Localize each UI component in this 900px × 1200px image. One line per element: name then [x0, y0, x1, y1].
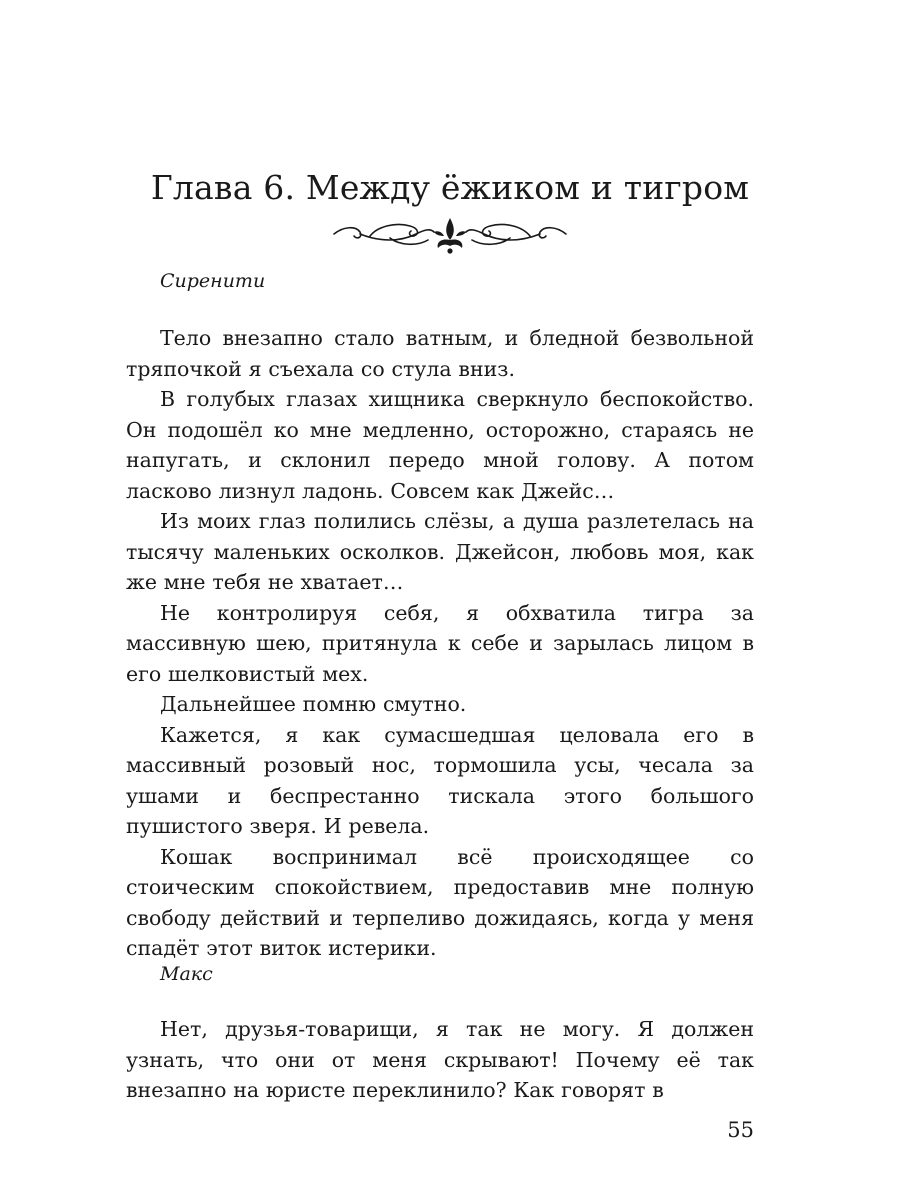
paragraph: Дальнейшее помню смутно.: [160, 692, 467, 716]
section-sirenity-text: [126, 323, 754, 964]
paragraph: Кошак воспринимал всё происходящее со стоическим спокойствием, предоставив мне полную свободу действий и терпеливо дожидаясь, когда у меня спадёт этот виток истерики.: [126, 844, 754, 960]
paragraph: Тело внезапно стало ватным, и бледной безвольной тряпочкой я съехала со стула вниз.: [126, 326, 754, 381]
paragraph: Нет, друзья-товарищи, я так не могу. Я должен узнать, что они от меня скрывают! Почему её так внезапно на юристе переклинило? Как говорят в: [126, 1017, 754, 1102]
paragraph: Из моих глаз полились слёзы, а душа разлетелась на тысячу маленьких осколков. Джейсон, любовь моя, как же мне тебя не хватает…: [126, 509, 754, 594]
section-max-text: [126, 1014, 754, 1106]
flourish-divider-icon: [330, 212, 570, 256]
pov-heading-sirenity: Сиренити: [160, 270, 266, 292]
page-number: 55: [727, 1118, 754, 1142]
paragraph: Не контролируя себя, я обхватила тигра за массивную шею, притянула к себе и зарылась лицом в его шелковистый мех.: [126, 600, 754, 686]
paragraph: В голубых глазах хищника сверкнуло беспокойство. Он подошёл ко мне медленно, осторожно, стараясь не напугать, и склонил передо мной голову. А потом ласково лизнул ладонь. Совсем как Джейс…: [126, 387, 754, 503]
chapter-title: Глава 6. Между ёжиком и тигром: [150, 168, 750, 207]
paragraph: Кажется, я как сумасшедшая целовала его в массивный розовый нос, тормошила усы, чесала за ушами и беспрестанно тискала этого большого пушистого зверя. И ревела.: [126, 722, 754, 838]
pov-heading-max: Макс: [160, 963, 213, 985]
